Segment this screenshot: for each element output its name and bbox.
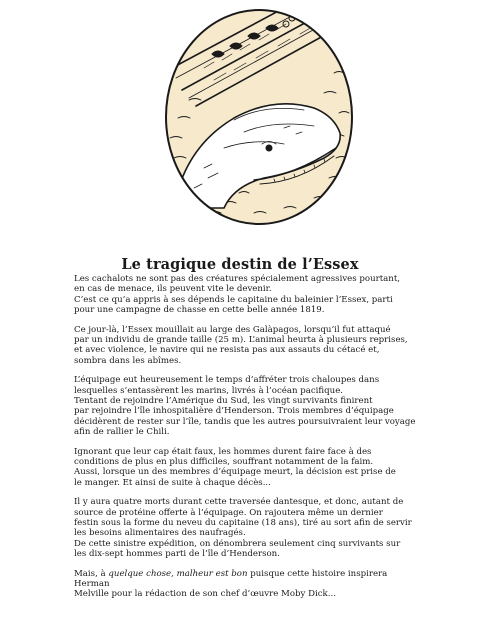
paragraph-2: Ce jour-là, l’Essex mouillait au large des Galàpagos, lorsqu’il fut attaqué par un individu de grande taille (25 m). L’animal heurta à plusieurs reprises, et avec violence, le navire qui ne resista pas aux assauts du cétacé et, sombra dans les abîmes. bbox=[74, 324, 408, 366]
sperm-whale-illustration bbox=[164, 8, 354, 226]
proverb-italic: quelque chose, malheur est bon bbox=[108, 568, 248, 579]
paragraph-5: Il y aura quatre morts durant cette traversée dantesque, et donc, autant de source de protéine offerte à l’équipage. On rajoutera même un dernier festin sous la forme du neveu du capitaine (18 ans), tiré au sort afin de servir les besoins alimentaires des naufragés. De cette sinistre expédition, on dénombrera seulement cinq survivants sur les dix-sept hommes parti de l’île d’Henderson. bbox=[74, 497, 412, 559]
paragraph-6-end: puisque cette histoire inspirera Herman Melville pour la rédaction de son chef d’œuvre Moby Dick... bbox=[74, 568, 388, 600]
page-title: Le tragique destin de l’Essex bbox=[121, 255, 359, 273]
article-body bbox=[74, 274, 424, 609]
paragraph-3: L’équipage eut heureusement le temps d’affréter trois chaloupes dans lesquelles s’entassèrent les marins, livrés à l’océan pacifique. Tentant de rejoindre l’Amérique du Sud, les vingt survivants finirent par rejoindre l’île inhospitalière d’Henderson. Trois membres d’équipage décidèrent de rester sur l’île, tandis que les autres poursuivraient leur voyage afin de rallier le Chili. bbox=[74, 375, 416, 437]
paragraph-6-start: Mais, à bbox=[74, 568, 109, 579]
paragraph-6 bbox=[74, 569, 424, 600]
paragraph-1: Les cachalots ne sont pas des créatures spécialement agressives pourtant, en cas de menace, ils peuvent vite le devenir. C’est ce qu’a appris à ses dépends le capitaine du baleinier l’Essex, parti pour une campagne de chasse en cette belle année 1819. bbox=[74, 274, 401, 315]
paragraph-4: Ignorant que leur cap était faux, les hommes durent faire face à des conditions de plus en plus difficiles, souffrant notamment de la faim. Aussi, lorsque un des membres d’équipage meurt, la décision est prise de le manger. Et ainsi de suite à chaque décès... bbox=[74, 446, 396, 488]
